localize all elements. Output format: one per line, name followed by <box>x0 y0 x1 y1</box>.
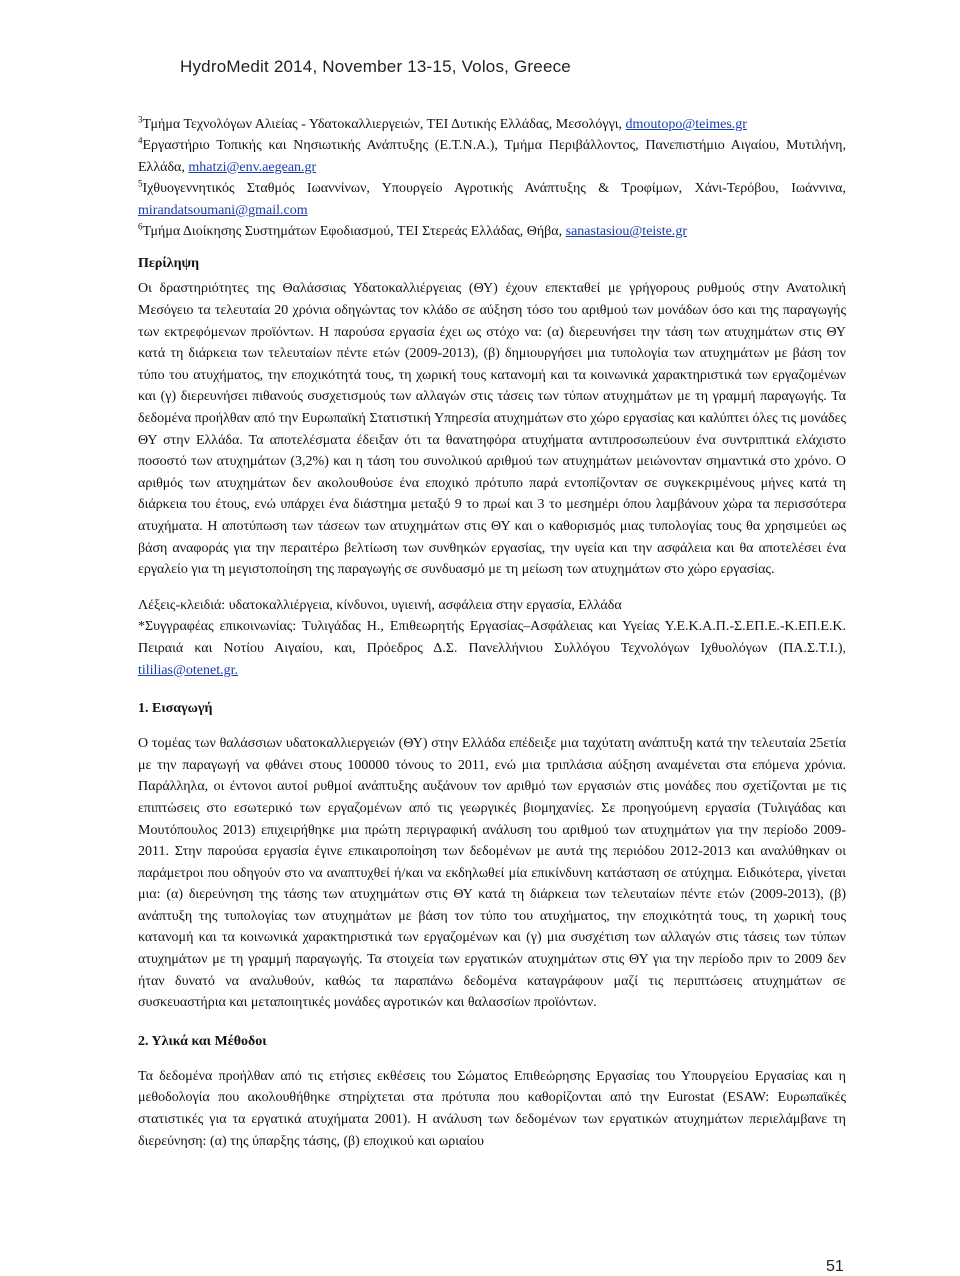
email-link[interactable]: , tililias@otenet.gr. <box>138 640 846 678</box>
section-heading-methods: 2. Υλικά και Μέθοδοι <box>138 1033 267 1049</box>
affiliation-number: 4 <box>138 135 143 146</box>
corresponding-text: *Συγγραφέας επικοινωνίας: Τυλιγάδας Η., Επιθεωρητής Εργασίας–Ασφάλειας και Υγείας Υ.Ε.Κ.Α.Π.-Σ.ΕΠ.Ε.-Κ.ΕΠ.Ε.Κ. Πειραιά και Νοτίου Αιγαίου, και, Πρόεδρος Δ.Σ. Πανελλήνιου Συλλόγου Τεχνολόγων Ιχθυολόγων (ΠΑ.Σ.Τ.Ι.) <box>138 619 846 656</box>
section-heading-introduction: 1. Εισαγωγή <box>138 701 213 717</box>
affiliation-text: Τμήμα Διοίκησης Συστημάτων Εφοδιασμού, ΤΕΙ Στερεάς Ελλάδας, Θήβα, <box>142 224 566 240</box>
affiliation-text: Εργαστήριο Τοπικής και Νησιωτικής Ανάπτυξης (Ε.Τ.Ν.Α.), Τμήμα Περιβάλλοντος, Πανεπιστήμιο Αιγαίου, Μυτιλήνη, Ελλάδα, <box>138 138 846 175</box>
affiliation-3 <box>138 114 846 135</box>
affiliation-4 <box>138 135 846 178</box>
corresponding-author <box>138 616 846 681</box>
abstract-heading: Περίληψη <box>138 256 200 272</box>
methods-body: Τα δεδομένα προήλθαν από τις ετήσιες εκθέσεις του Σώματος Επιθεώρησης Εργασίας του Υπουργείου Εργασίας και η μεθοδολογία που ακολουθήθηκε στηρίχτεται στα πρότυπα που καθορίζονται από την Eurostat (ESAW: Ευρωπαϊκές στατιστικές για τα εργατικά ατυχήματα 2001). Η ανάλυση των δεδομένων των εργατικών ατυχημάτων περιελάμβανε τη διερεύνηση: (α) της ύπαρξης τάσης, (β) εποχικού και ωριαίου <box>138 1068 846 1149</box>
affiliation-5 <box>138 178 846 221</box>
running-header: HydroMedit 2014, November 13-15, Volos, Greece <box>180 57 571 76</box>
email-link[interactable]: sanastasiou@teiste.gr <box>565 224 688 240</box>
affiliation-number: 5 <box>138 178 143 189</box>
affiliation-text: Τμήμα Τεχνολόγων Αλιείας - Υδατοκαλλιεργειών, ΤΕΙ Δυτικής Ελλάδας, Μεσολόγγι, <box>142 117 626 132</box>
page-number: 51 <box>826 1258 844 1275</box>
email-link[interactable]: dmoutopo@teimes.gr <box>625 117 747 132</box>
introduction-body: Ο τομέας των θαλάσσιων υδατοκαλλιεργειών (ΘΥ) στην Ελλάδα επέδειξε μια ταχύτατη ανάπτυξη κατά την τελευταία 25ετία με την παραγωγή να φθάνει στους 100000 τόνους το 2011, ενώ μια τριπλάσια αύξηση αναμένεται στα επόμενα χρόνια. Παράλληλα, οι έντονοι αυτοί ρυθμοί ανάπτυξης αυξάνουν τον αριθμό των εργασιών στις μονάδες που σχετίζονται με τις επιπτώσεις στο εσωτερικό των εργαζομένων από τις γεωργικές βιομηχανίες. Σε προηγούμενη εργασία (Τυλιγάδας και Μουτόπουλος 2013) επιχειρήθηκε μια πρώτη περιγραφική ανάλυση του αριθμού των ατυχημάτων για την περίοδο 2009-2011. Στην παρούσα εργασία έγινε επικαιροποίηση των δεδομένων με αυτά της περιόδου 2012-2013 και αναλύθηκαν οι παράμετροι που οδηγούν στο να αναπτυχθεί ή/και να εκδηλωθεί μία επικίνδυνη κατάσταση σε ατύχημα. Ειδικότερα, γίνεται μια: (α) διερεύνηση της τάσης των ατυχημάτων στις ΘΥ κατά τη διάρκεια των τελευταίων πέντε ετών (2009-2013), (β) ανάπτυξη της τυπολογίας των ατυχημάτων με βάση τον τύπο του ατυχήματος, την εποχικότητά τους, τη χωρική τους κατανομή και τα κοινωνικά χαρακτηριστικά των εργαζομένων και (γ) μια συσχέτιση των αλλαγών στις τάσεις των τύπων ατυχημάτων με τη γραμμή παραγωγής. Τα στοιχεία των εργατικών ατυχημάτων στις ΘΥ για την περίοδο πριν το 2009 δεν ήταν δυνατό να αναλυθούν, καθώς τα παραπάνω δεδομένα καταγράφουν μαζί τις περιπτώσεις ατυχημάτων σε συσκευαστήρια και μεταποιητικές μονάδες αγροτικών και θαλασσίων προϊόντων. <box>138 736 846 1011</box>
page-content <box>138 114 846 1152</box>
affiliation-number: 6 <box>138 221 143 232</box>
email-link[interactable]: mirandatsoumani@gmail.com <box>138 202 308 218</box>
email-link[interactable]: mhatzi@env.aegean.gr <box>188 159 317 175</box>
affiliation-number: 3 <box>138 114 143 125</box>
affiliation-text: Ιχθυογεννητικός Σταθμός Ιωαννίνων, Υπουργείο Αγροτικής Ανάπτυξης & Τροφίμων, Χάνι-Τερόβου, Ιωάννινα, <box>142 181 846 197</box>
keywords: Λέξεις-κλειδιά: υδατοκαλλιέργεια, κίνδυνοι, υγιεινή, ασφάλεια στην εργασία, Ελλάδα <box>138 597 622 613</box>
abstract-body: Οι δραστηριότητες της Θαλάσσιας Υδατοκαλλιέργειας (ΘΥ) έχουν επεκταθεί με γρήγορους ρυθμούς στην Ανατολική Μεσόγειο τα τελευταία 20 χρόνια οδηγώντας τον κλάδο σε αύξηση τόσο του αριθμού των μονάδων όσο και της παραγωγής των εκτρεφόμενων προϊόντων. Η παρούσα εργασία έχει ως στόχο να: (α) διερευνήσει την τάση των ατυχημάτων στις ΘΥ κατά τη διάρκεια των τελευταίων πέντε ετών (2009-2013), (β) δημιουργήσει μια τυπολογία των ατυχημάτων με βάση τον τύπο του ατυχήματος, την εποχικότητά τους, τη χωρική τους κατανομή και τα κοινωνικά χαρακτηριστικά των εργαζομένων και (γ) διερευνήσει πιθανούς συσχετισμούς των αλλαγών στις τάσεις των τύπων ατυχημάτων με τη γραμμή παραγωγής. Τα δεδομένα προήλθαν από την Ευρωπαϊκή Στατιστική Υπηρεσία ατυχημάτων στο χώρο εργασίας και καλύπτει όλες τις μονάδες ΘΥ στην Ελλάδα. Τα αποτελέσματα έδειξαν ότι τα θανατηφόρα ατυχήματα αντιπροσωπεύουν ένα συντριπτικά ελάχιστο ποσοστό των ατυχημάτων (3,2%) και η τάση του συνολικού αριθμού των ατυχημάτων μειώνονταν σημαντικά στο χρόνο. Ο αριθμός των ατυχημάτων δεν ακολουθούσε ένα εποχικό πρότυπο παρά εντοπίζονταν σε συγκεκριμένους μήνες κατά τη διάρκεια του έτους, ενώ υπάρχει ένα διάστημα μεταξύ 9 το πρωί και 3 το μεσημέρι όπου λαμβάνουν χώρα τα περισσότερα ατυχήματα. Η αποτύπωση των τάσεων των ατυχημάτων στις ΘΥ και ο καθορισμός μιας τυπολογίας τους θα χρησιμεύει ως βάση αναφοράς για την περαιτέρω βελτίωση των συνθηκών εργασίας, την υγεία και την ασφάλεια και θα αποτελέσει ένα εργαλείο για τη μεγιστοποίηση της παραγωγής σε συνδυασμό με τη μείωση των ατυχημάτων στο χώρο εργασίας. <box>138 281 846 578</box>
affiliation-6 <box>138 221 846 242</box>
